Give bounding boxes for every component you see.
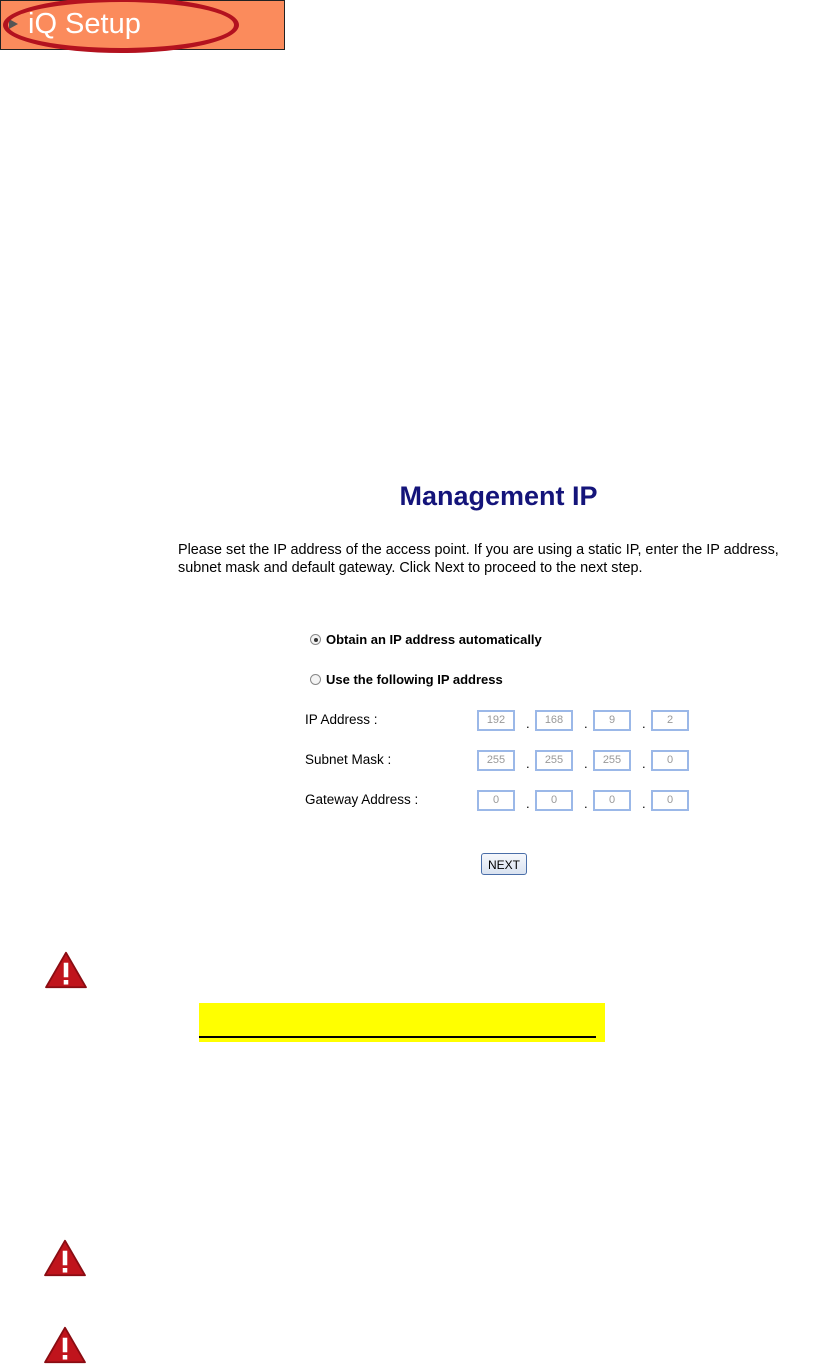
ip-address-octet-4[interactable]: 2 [651,710,689,731]
warning-icon [41,950,91,990]
warning-icon [40,1325,90,1365]
iq-setup-label: iQ Setup [28,8,141,40]
octet-separator: . [584,756,588,771]
ip-address-label: IP Address : [305,712,378,727]
gateway-address-label: Gateway Address : [305,792,419,807]
subnet-mask-octet-3[interactable]: 255 [593,750,631,771]
subnet-mask-octet-4[interactable]: 0 [651,750,689,771]
octet-separator: . [526,796,530,811]
subnet-mask-octet-2[interactable]: 255 [535,750,573,771]
subnet-mask-octet-1[interactable]: 255 [477,750,515,771]
radio-obtain-automatically[interactable] [310,634,321,645]
subnet-mask-label: Subnet Mask : [305,752,392,767]
gateway-address-octet-3[interactable]: 0 [593,790,631,811]
radio-use-following[interactable] [310,674,321,685]
underline [199,1036,596,1038]
octet-separator: . [526,716,530,731]
gateway-address-octet-2[interactable]: 0 [535,790,573,811]
page-title: Management IP [399,481,598,511]
ip-address-octet-1[interactable]: 192 [477,710,515,731]
ip-address-octet-3[interactable]: 9 [593,710,631,731]
next-button[interactable]: NEXT [481,853,527,875]
octet-separator: . [526,756,530,771]
octet-separator: . [642,716,646,731]
octet-separator: . [642,796,646,811]
warning-icon [40,1238,90,1278]
octet-separator: . [642,756,646,771]
radio-obtain-automatically-label: Obtain an IP address automatically [326,632,542,647]
gateway-address-octet-4[interactable]: 0 [651,790,689,811]
ip-address-octet-2[interactable]: 168 [535,710,573,731]
octet-separator: . [584,716,588,731]
gateway-address-octet-1[interactable]: 0 [477,790,515,811]
octet-separator: . [584,796,588,811]
radio-use-following-label: Use the following IP address [326,672,503,687]
page-description: Please set the IP address of the access point. If you are using a static IP, enter the IP address, subnet mask and default gateway. Click Next to proceed to the next step. [178,542,779,576]
